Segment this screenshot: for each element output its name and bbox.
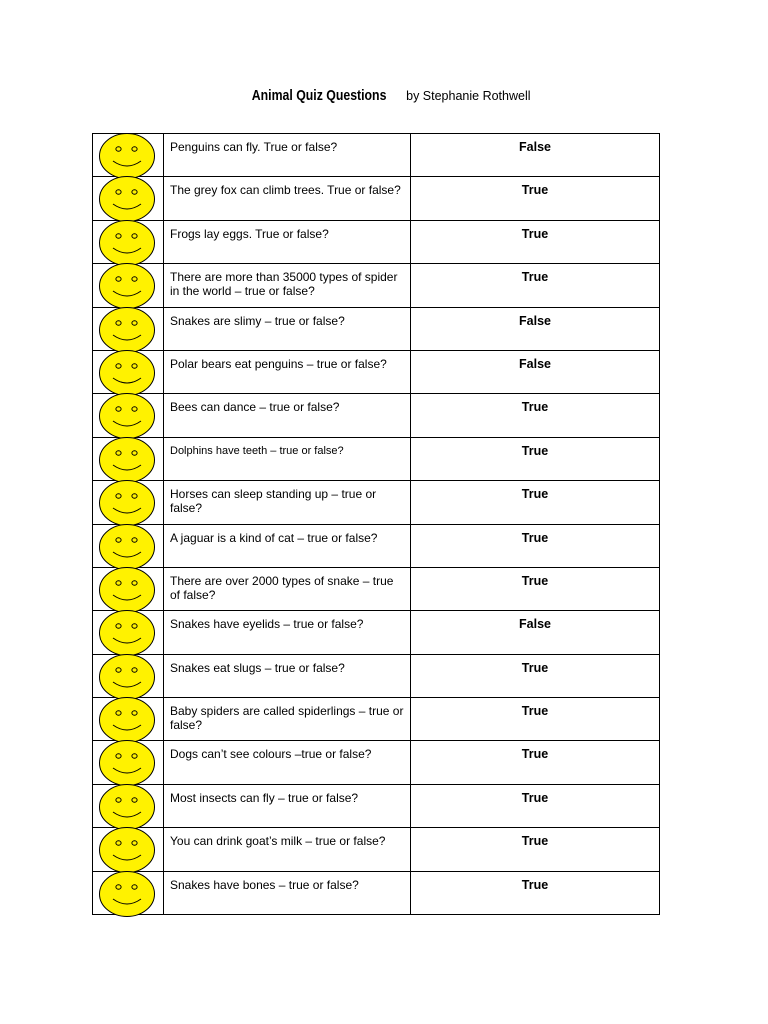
smiley-face-icon	[98, 349, 156, 397]
author-byline: by Stephanie Rothwell	[406, 89, 531, 103]
smiley-face-icon	[98, 219, 156, 267]
smiley-face-icon	[98, 696, 156, 744]
answer-text: True	[411, 437, 660, 480]
question-text: A jaguar is a kind of cat – true or false?	[164, 524, 411, 567]
table-row	[93, 567, 660, 610]
table-row	[93, 220, 660, 263]
table-row	[93, 134, 660, 177]
face-cell	[93, 524, 164, 567]
answer-text: False	[411, 350, 660, 393]
question-text: You can drink goat’s milk – true or false?	[164, 828, 411, 871]
face-cell	[93, 871, 164, 914]
question-text: Snakes have bones – true or false?	[164, 871, 411, 914]
face-cell	[93, 828, 164, 871]
table-row	[93, 307, 660, 350]
face-cell	[93, 307, 164, 350]
question-text: The grey fox can climb trees. True or false?	[164, 177, 411, 220]
smiley-face-icon	[98, 392, 156, 440]
table-row	[93, 871, 660, 914]
table-row	[93, 177, 660, 220]
table-row	[93, 741, 660, 784]
question-text: Snakes have eyelids – true or false?	[164, 611, 411, 654]
table-row	[93, 524, 660, 567]
answer-text: True	[411, 567, 660, 610]
table-row	[93, 350, 660, 393]
face-cell	[93, 220, 164, 263]
face-cell	[93, 741, 164, 784]
face-cell	[93, 134, 164, 177]
question-text: Bees can dance – true or false?	[164, 394, 411, 437]
question-text: Penguins can fly. True or false?	[164, 134, 411, 177]
smiley-face-icon	[98, 826, 156, 874]
face-cell	[93, 481, 164, 524]
smiley-face-icon	[98, 566, 156, 614]
question-text: Baby spiders are called spiderlings – true or false?	[164, 698, 411, 741]
question-text: Dogs can’t see colours –true or false?	[164, 741, 411, 784]
face-cell	[93, 784, 164, 827]
face-cell	[93, 394, 164, 437]
smiley-face-icon	[98, 609, 156, 657]
answer-text: True	[411, 394, 660, 437]
answer-text: True	[411, 828, 660, 871]
smiley-face-icon	[98, 436, 156, 484]
answer-text: True	[411, 698, 660, 741]
smiley-face-icon	[98, 783, 156, 831]
face-cell	[93, 177, 164, 220]
question-text: Dolphins have teeth – true or false?	[164, 437, 411, 480]
answer-text: False	[411, 134, 660, 177]
smiley-face-icon	[98, 175, 156, 223]
answer-text: True	[411, 177, 660, 220]
smiley-face-icon	[98, 653, 156, 701]
table-row	[93, 437, 660, 480]
answer-text: True	[411, 481, 660, 524]
page-title	[0, 87, 768, 105]
answer-text: False	[411, 611, 660, 654]
question-text: Polar bears eat penguins – true or false?	[164, 350, 411, 393]
question-text: Horses can sleep standing up – true or false?	[164, 481, 411, 524]
smiley-face-icon	[98, 739, 156, 787]
table-row	[93, 264, 660, 307]
table-row	[93, 784, 660, 827]
smiley-face-icon	[98, 306, 156, 354]
quiz-table-body	[93, 134, 660, 915]
question-text: Snakes eat slugs – true or false?	[164, 654, 411, 697]
answer-text: True	[411, 524, 660, 567]
table-row	[93, 698, 660, 741]
table-row	[93, 481, 660, 524]
smiley-face-icon	[98, 870, 156, 918]
answer-text: True	[411, 871, 660, 914]
table-row	[93, 654, 660, 697]
answer-text: True	[411, 264, 660, 307]
answer-text: True	[411, 741, 660, 784]
answer-text: True	[411, 654, 660, 697]
smiley-face-icon	[98, 262, 156, 310]
answer-text: True	[411, 220, 660, 263]
quiz-title: Animal Quiz Questions	[252, 87, 387, 104]
face-cell	[93, 567, 164, 610]
question-text: Most insects can fly – true or false?	[164, 784, 411, 827]
answer-text: True	[411, 784, 660, 827]
table-row	[93, 394, 660, 437]
question-text: There are over 2000 types of snake – true of false?	[164, 567, 411, 610]
smiley-face-icon	[98, 132, 156, 180]
answer-text: False	[411, 307, 660, 350]
face-cell	[93, 611, 164, 654]
face-cell	[93, 437, 164, 480]
table-row	[93, 828, 660, 871]
quiz-table	[92, 133, 660, 915]
face-cell	[93, 350, 164, 393]
question-text: Snakes are slimy – true or false?	[164, 307, 411, 350]
face-cell	[93, 654, 164, 697]
question-text: There are more than 35000 types of spider in the world – true or false?	[164, 264, 411, 307]
table-row	[93, 611, 660, 654]
face-cell	[93, 698, 164, 741]
face-cell	[93, 264, 164, 307]
smiley-face-icon	[98, 479, 156, 527]
smiley-face-icon	[98, 523, 156, 571]
question-text: Frogs lay eggs. True or false?	[164, 220, 411, 263]
